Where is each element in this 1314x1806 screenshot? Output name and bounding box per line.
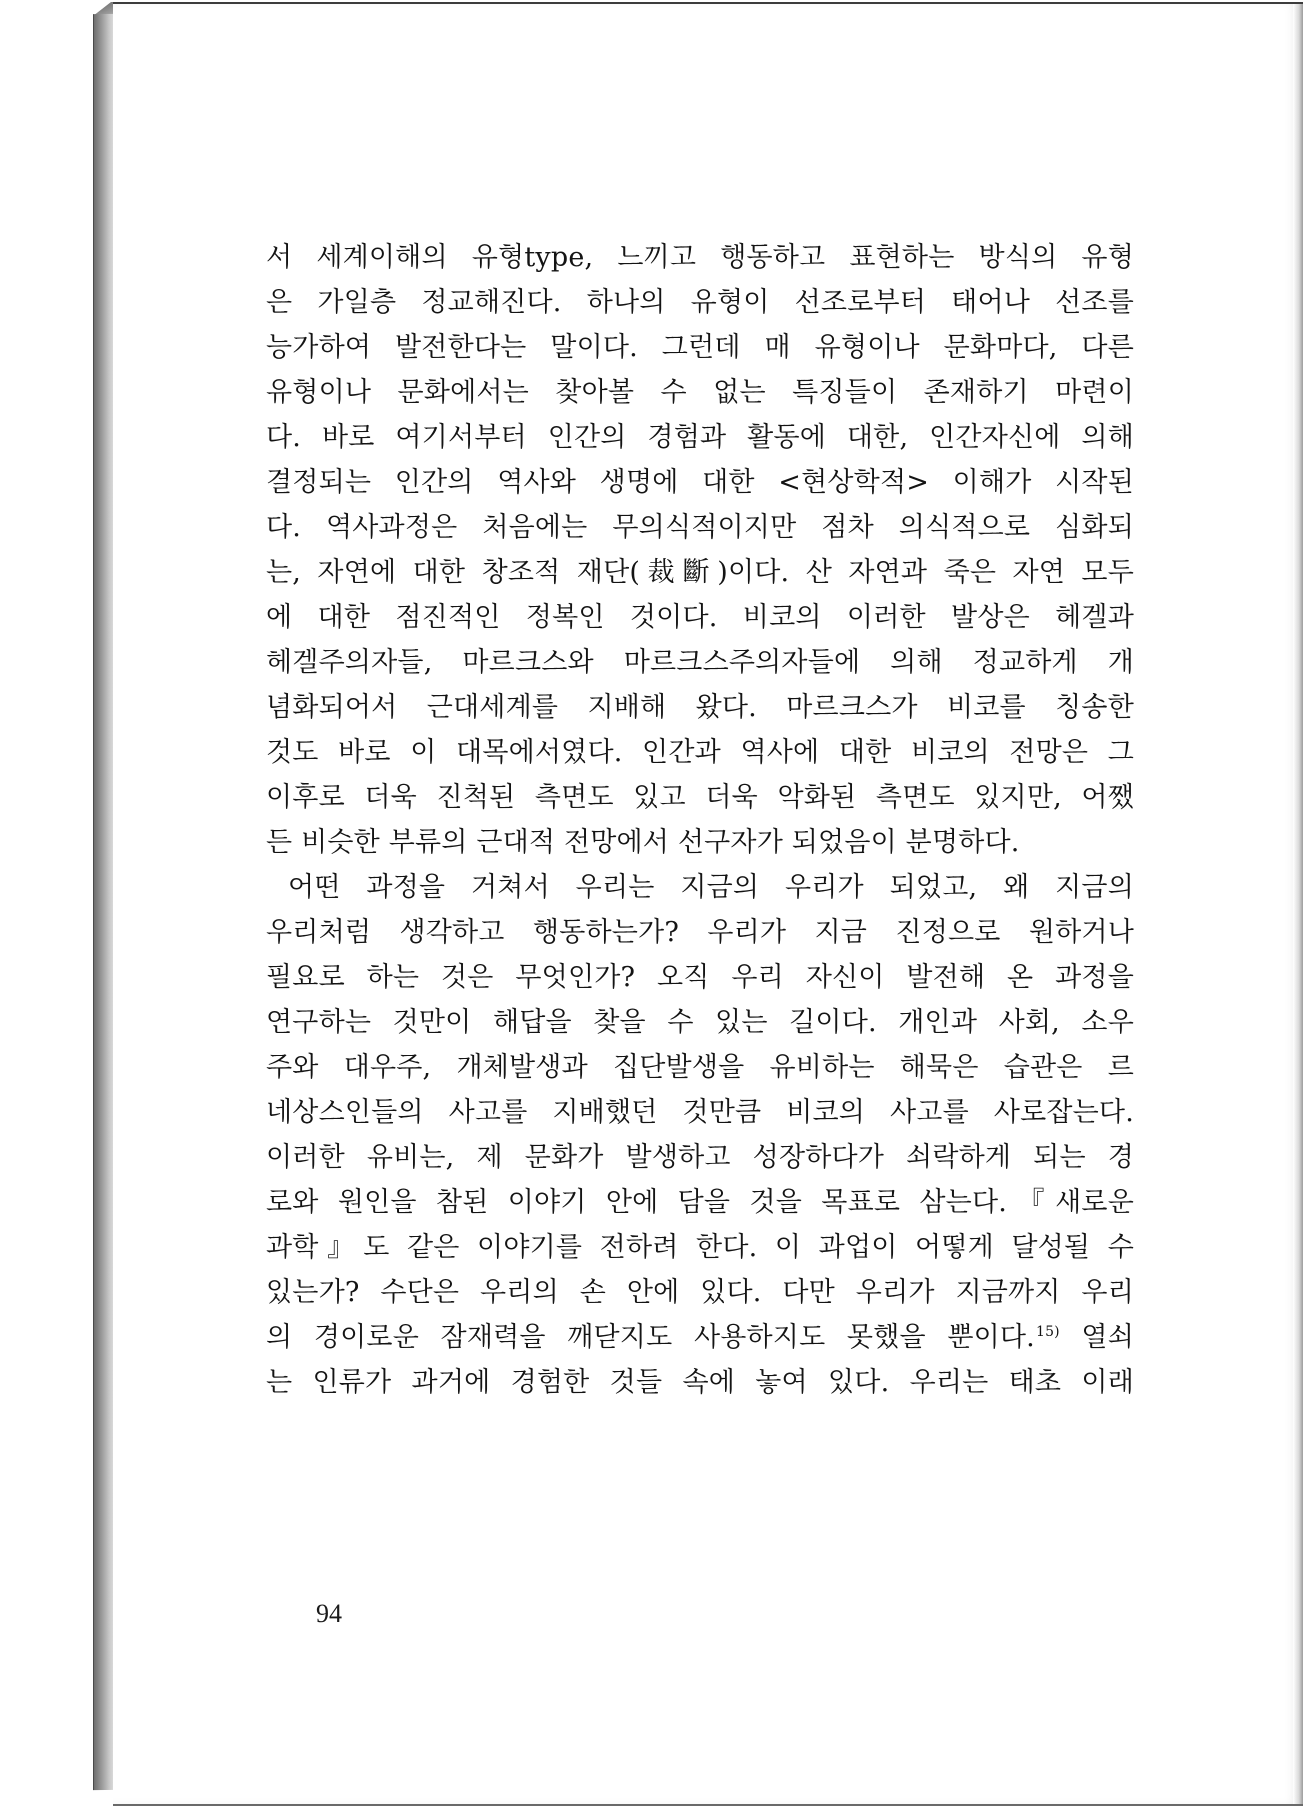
text-line: 는, 자연에 대한 창조적 재단(裁斷)이다. 산 자연과 죽은 자연 모두 xyxy=(266,557,1134,588)
text-line: 있는가? 수단은 우리의 손 안에 있다. 다만 우리가 지금까지 우리 xyxy=(266,1277,1134,1308)
text-line: 이러한 유비는, 제 문화가 발생하고 성장하다가 쇠락하게 되는 경 xyxy=(266,1142,1134,1173)
text-line: 은 가일층 정교해진다. 하나의 유형이 선조로부터 태어나 선조를 xyxy=(266,287,1134,318)
text-line-with-footnote xyxy=(266,1315,1134,1360)
text-line: 주와 대우주, 개체발생과 집단발생을 유비하는 해묵은 습관은 르 xyxy=(266,1052,1134,1083)
text-line: 든 비슷한 부류의 근대적 전망에서 선구자가 되었음이 분명하다. xyxy=(266,827,1020,858)
text-line: 념화되어서 근대세계를 지배해 왔다. 마르크스가 비코를 칭송한 xyxy=(266,692,1134,723)
text-line: 능가하여 발전한다는 말이다. 그런데 매 유형이나 문화마다, 다른 xyxy=(266,332,1134,363)
text-line: 서 세계이해의 유형type, 느끼고 행동하고 표현하는 방식의 유형 xyxy=(266,242,1134,273)
text-line: 헤겔주의자들, 마르크스와 마르크스주의자들에 의해 정교하게 개 xyxy=(266,647,1134,678)
text-line: 연구하는 것만이 해답을 찾을 수 있는 길이다. 개인과 사회, 소우 xyxy=(266,1007,1134,1038)
text-line: 결정되는 인간의 역사와 생명에 대한 <현상학적> 이해가 시작된 xyxy=(266,467,1134,498)
page-edge xyxy=(1293,4,1303,1804)
text-line: 유형이나 문화에서는 찾아볼 수 없는 특징들이 존재하기 마련이 xyxy=(266,377,1134,408)
text-line: 과학』도 같은 이야기를 전하려 한다. 이 과업이 어떻게 달성될 수 xyxy=(266,1232,1134,1263)
page-number: 94 xyxy=(316,1599,342,1628)
text-line: 에 대한 점진적인 정복인 것이다. 비코의 이러한 발상은 헤겔과 xyxy=(266,602,1134,633)
text-line: 네상스인들의 사고를 지배했던 것만큼 비코의 사고를 사로잡는다. xyxy=(266,1097,1134,1128)
text-line-part: 열쇠 xyxy=(1059,1322,1134,1353)
text-line: 는 인류가 과거에 경험한 것들 속에 놓여 있다. 우리는 태초 이래 xyxy=(266,1367,1134,1398)
text-line: 다. 바로 여기서부터 인간의 경험과 활동에 대한, 인간자신에 의해 xyxy=(266,422,1134,453)
text-line: 우리처럼 생각하고 행동하는가? 우리가 지금 진정으로 원하거나 xyxy=(266,917,1134,948)
text-line: 필요로 하는 것은 무엇인가? 오직 우리 자신이 발전해 온 과정을 xyxy=(266,962,1134,993)
text-line: 로와 원인을 참된 이야기 안에 담을 것을 목표로 삼는다.『새로운 xyxy=(266,1187,1134,1218)
text-line: 것도 바로 이 대목에서였다. 인간과 역사에 대한 비코의 전망은 그 xyxy=(266,737,1134,768)
text-line-part: 의 경이로운 잠재력을 깨닫지도 사용하지도 못했을 뿐이다. xyxy=(266,1322,1035,1353)
text-line: 다. 역사과정은 처음에는 무의식적이지만 점차 의식적으로 심화되 xyxy=(266,512,1134,543)
text-line: 어떤 과정을 거쳐서 우리는 지금의 우리가 되었고, 왜 지금의 xyxy=(288,872,1134,903)
body-text xyxy=(266,235,1134,1405)
footnote-ref[interactable]: 15) xyxy=(1035,1324,1060,1340)
text-line: 이후로 더욱 진척된 측면도 있고 더욱 악화된 측면도 있지만, 어쨌 xyxy=(266,782,1134,813)
